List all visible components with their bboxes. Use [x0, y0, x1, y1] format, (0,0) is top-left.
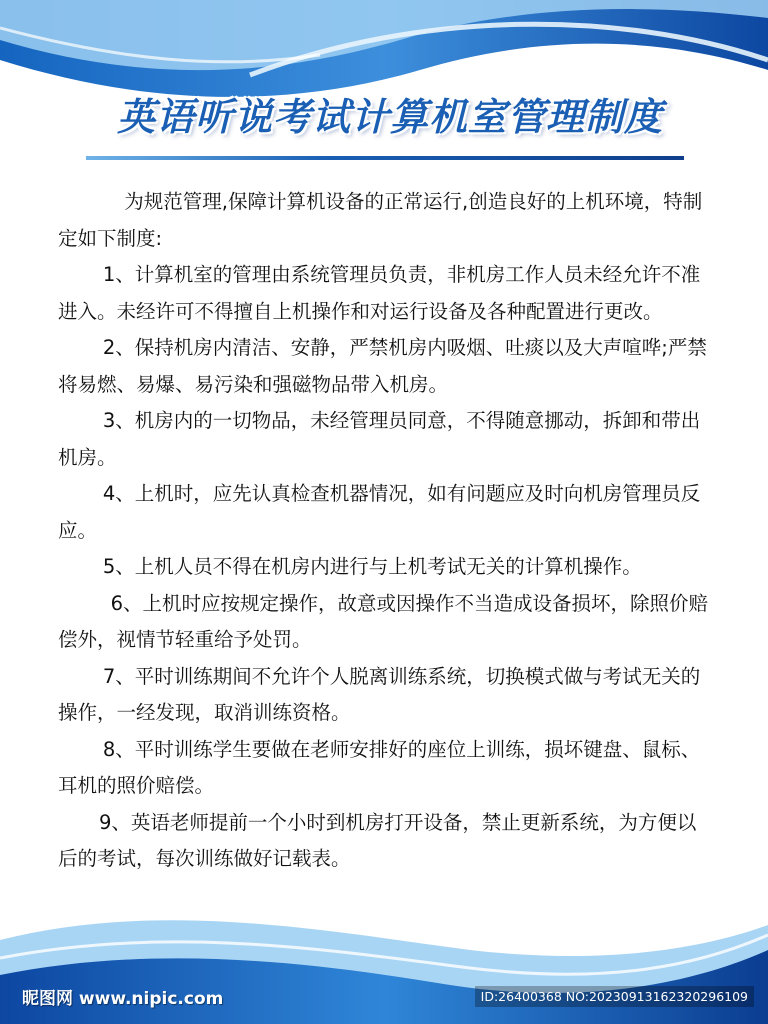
rule-9: 9、英语老师提前一个小时到机房打开设备，禁止更新系统，为方便以后的考试，每次训练做好记载表。 [58, 810, 697, 870]
rule-2: 2、保持机房内清洁、安静，严禁机房内吸烟、吐痰以及大声喧哗;严禁将易燃、易爆、易污染和强磁物品带入机房。 [58, 336, 707, 396]
rule-1: 1、计算机室的管理由系统管理员负责，非机房工作人员未经允许不准进入。未经许可不得擅自上机操作和对运行设备及各种配置进行更改。 [58, 263, 701, 323]
rule-5: 5、上机人员不得在机房内进行与上机考试无关的计算机操作。 [102, 555, 642, 578]
rule-4: 4、上机时，应先认真检查机器情况，如有问题应及时向机房管理员反应。 [58, 482, 701, 542]
rule-8: 8、平时训练学生要做在老师安排好的座位上训练，损坏键盘、鼠标、耳机的照价赔偿。 [58, 737, 701, 797]
image-id-watermark: ID:26400368 NO:20230913162320296109 [475, 986, 754, 1007]
rule-3: 3、机房内的一切物品，未经管理员同意，不得随意挪动，拆卸和带出机房。 [58, 409, 701, 469]
regulation-body [58, 184, 710, 878]
intro-paragraph: 为规范管理,保障计算机设备的正常运行,创造良好的上机环境，特制定如下制度: [58, 190, 703, 250]
site-watermark: 昵图网 www.nipic.com [22, 989, 224, 1009]
rule-6: 6、上机时应按规定操作，故意或因操作不当造成设备损坏，除照价赔偿外，视情节轻重给予处罚。 [58, 591, 709, 651]
page-title: 英语听说考试计算机室管理制度 [116, 95, 663, 139]
title-underline [86, 156, 684, 160]
rule-7: 7、平时训练期间不允许个人脱离训练系统，切换模式做与考试无关的操作，一经发现，取消训练资格。 [58, 664, 701, 724]
